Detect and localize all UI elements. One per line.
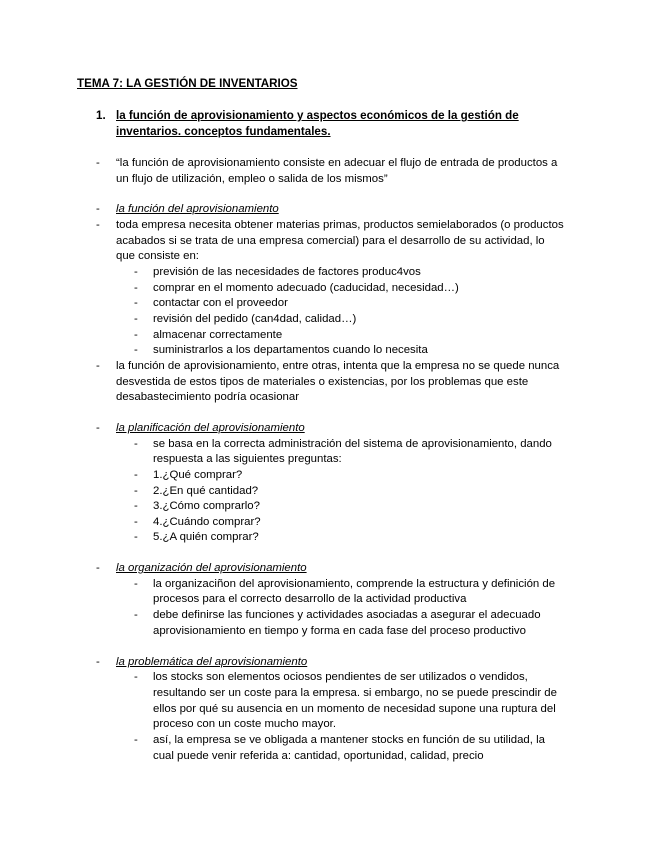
- list-item: previsión de las necesidades de factores produc4vos: [153, 266, 421, 278]
- section-title-funcion: la función del aprovisionamiento: [116, 203, 279, 215]
- paragraph-line: debe definirse las funciones y actividades asociadas a asegurar el adecuado: [153, 609, 541, 621]
- definition-line: “la función de aprovisionamiento consiste en adecuar el flujo de entrada de productos a: [116, 157, 558, 169]
- sub-bullet-dash: -: [134, 609, 138, 621]
- sub-bullet-dash: -: [134, 516, 138, 528]
- list-item: comprar en el momento adecuado (caducidad, necesidad…): [153, 282, 459, 294]
- sub-bullet-dash: -: [134, 734, 138, 746]
- definition-line: un flujo de utilización, empleo o salida de los mismos”: [116, 173, 388, 185]
- paragraph-line: así, la empresa se ve obligada a mantener stocks en función de su utilidad, la: [153, 734, 545, 746]
- heading-line: la función de aprovisionamiento y aspectos económicos de la gestión de: [116, 109, 519, 122]
- sub-bullet-dash: -: [134, 531, 138, 543]
- document-title: TEMA 7: LA GESTIÓN DE INVENTARIOS: [77, 77, 298, 90]
- paragraph-line: aprovisionamiento en tiempo y forma en cada fase del proceso productivo: [153, 625, 526, 637]
- paragraph-line: cual puede venir referida a: cantidad, oportunidad, calidad, precio: [153, 750, 484, 762]
- section-title-organizacion: la organización del aprovisionamiento: [116, 562, 307, 574]
- paragraph-line: la función de aprovisionamiento, entre otras, intenta que la empresa no se quede nunca: [116, 360, 560, 372]
- list-item: revisión del pedido (can4dad, calidad…): [153, 313, 357, 325]
- question-item: 4.¿Cuándo comprar?: [153, 516, 261, 528]
- bullet-dash: -: [96, 203, 100, 215]
- paragraph-line: se basa en la correcta administración del sistema de aprovisionamiento, dando: [153, 438, 552, 450]
- question-item: 3.¿Cómo comprarlo?: [153, 500, 260, 512]
- question-item: 5.¿A quién comprar?: [153, 531, 259, 543]
- sub-bullet-dash: -: [134, 438, 138, 450]
- bullet-dash: -: [96, 157, 100, 169]
- heading-number: 1.: [96, 109, 106, 122]
- paragraph-line: respuesta a las siguientes preguntas:: [153, 453, 342, 465]
- sub-bullet-dash: -: [134, 578, 138, 590]
- sub-bullet-dash: -: [134, 329, 138, 341]
- paragraph-line: procesos para el correcto desarrollo de la actividad productiva: [153, 593, 467, 605]
- paragraph-line: desabastecimiento podría ocasionar: [116, 391, 299, 403]
- sub-bullet-dash: -: [134, 500, 138, 512]
- paragraph-line: toda empresa necesita obtener materias primas, productos semielaborados (o productos: [116, 219, 564, 231]
- question-item: 1.¿Qué comprar?: [153, 469, 243, 481]
- sub-bullet-dash: -: [134, 266, 138, 278]
- paragraph-line: proceso con un coste mucho mayor.: [153, 718, 336, 730]
- paragraph-line: ellos por qué su ausencia en un momento de necesidad supone una ruptura del: [153, 703, 556, 715]
- sub-bullet-dash: -: [134, 313, 138, 325]
- heading-line: inventarios. conceptos fundamentales.: [116, 125, 331, 138]
- list-item: almacenar correctamente: [153, 329, 283, 341]
- sub-bullet-dash: -: [134, 485, 138, 497]
- bullet-dash: -: [96, 219, 100, 231]
- bullet-dash: -: [96, 360, 100, 372]
- paragraph-line: resultando ser un coste para la empresa. si embargo, no se puede prescindir de: [153, 687, 557, 699]
- section-title-planificacion: la planificación del aprovisionamiento: [116, 422, 305, 434]
- sub-bullet-dash: -: [134, 469, 138, 481]
- paragraph-line: desvestida de estos tipos de materiales o existencias, por los problemas que este: [116, 376, 529, 388]
- bullet-dash: -: [96, 422, 100, 434]
- sub-bullet-dash: -: [134, 344, 138, 356]
- bullet-dash: -: [96, 562, 100, 574]
- list-item: contactar con el proveedor: [153, 297, 288, 309]
- question-item: 2.¿En qué cantidad?: [153, 485, 259, 497]
- paragraph-line: los stocks son elementos ociosos pendientes de ser utilizados o vendidos,: [153, 671, 528, 683]
- paragraph-line: la organizaciñon del aprovisionamiento, comprende la estructura y definición de: [153, 578, 556, 590]
- sub-bullet-dash: -: [134, 282, 138, 294]
- sub-bullet-dash: -: [134, 671, 138, 683]
- section-title-problematica: la problemática del aprovisionamiento: [116, 656, 308, 668]
- list-item: suministrarlos a los departamentos cuando lo necesita: [153, 344, 428, 356]
- sub-bullet-dash: -: [134, 297, 138, 309]
- paragraph-line: que consiste en:: [116, 250, 199, 262]
- bullet-dash: -: [96, 656, 100, 668]
- paragraph-line: acabados si se trata de una empresa comercial) para el desarrollo de su actividad, lo: [116, 235, 545, 247]
